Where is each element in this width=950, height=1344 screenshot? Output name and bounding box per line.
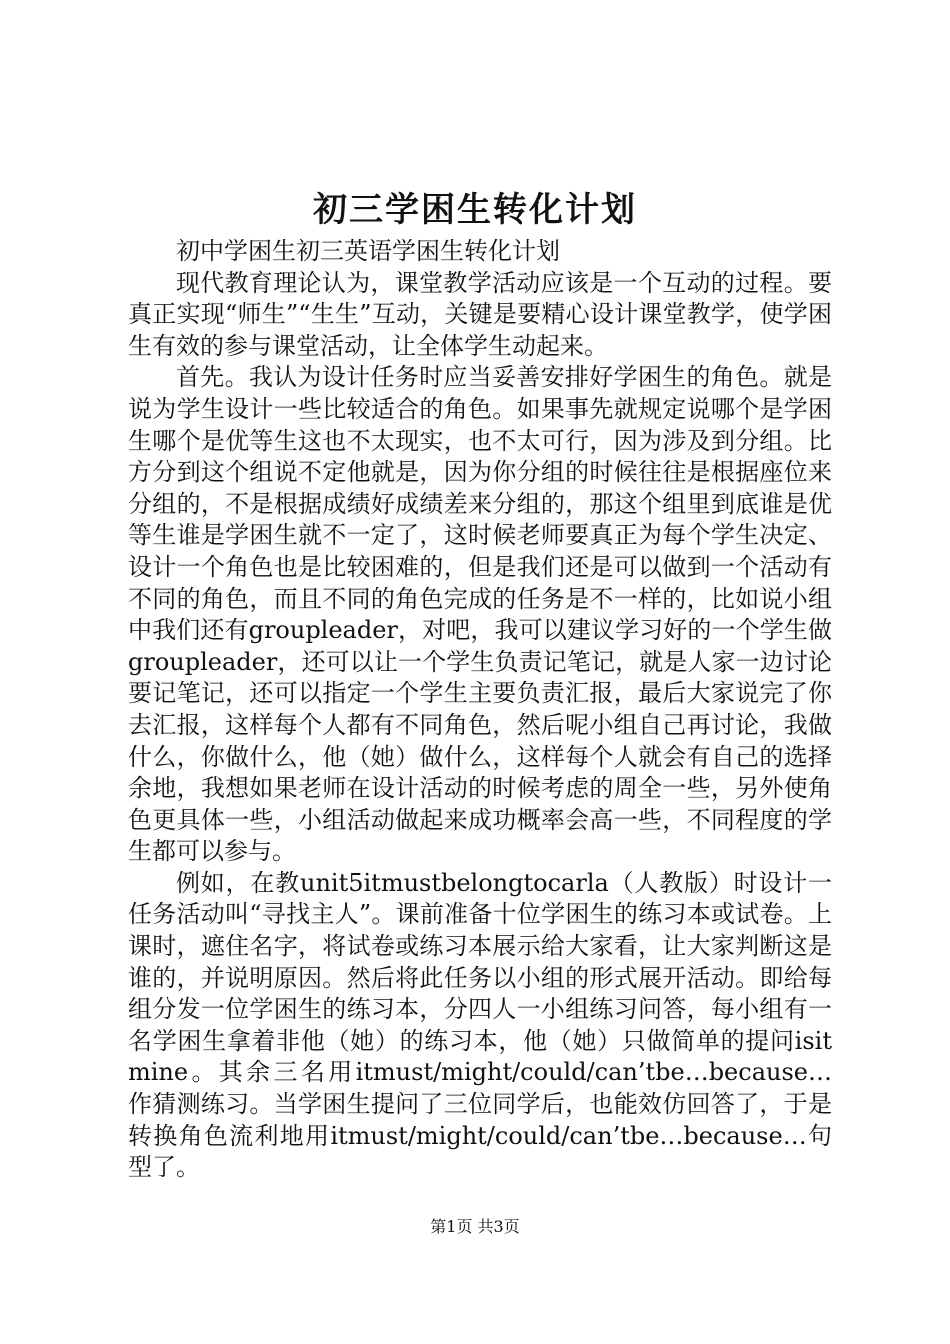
paragraph-subtitle: 初中学困生初三英语学困生转化计划 [176, 237, 560, 265]
paragraph-intro: 现代教育理论认为，课堂教学活动应该是一个互动的过程。要真正实现“师生”“生生”互动，关键是要精心设计课堂教学，使学困生有效的参与课堂活动，让全体学生动起来。 [128, 268, 832, 360]
page-footer: 第1页 共3页 [430, 1217, 520, 1236]
paragraph-first-point: 首先。我认为设计任务时应当妥善安排好学困生的角色。就是说为学生设计一些比较适合的角色。如果事先就规定说哪个是学困生哪个是优等生这也不太现实，也不太可行，因为涉及到分组。比方分到这个组说不定他就是，因为你分组的时候往往是根据座位来分组的，不是根据成绩好成绩差来分组的，那这个组里到底谁是优等生谁是学困生就不一定了，这时候老师要真正为每个学生决定、设计一个角色也是比较困难的，但是我们还是可以做到一个活动有不同的角色，而且不同的角色完成的任务是不一样的，比如说小组中我们还有groupleader，对吧，我可以建议学习好的一个学生做groupleader，还可以让一个学生负责记笔记，就是人家一边讨论要记笔记，还可以指定一个学生主要负责汇报，最后大家说完了你去汇报，这样每个人都有不同角色，然后呢小组自己再讨论，我做什么，你做什么，他（她）做什么，这样每个人就会有自己的选择余地，我想如果老师在设计活动的时候考虑的周全一些，另外使角色更具体一些，小组活动做起来成功概率会高一些，不同程度的学生都可以参与。 [128, 363, 832, 866]
document-body [128, 236, 832, 1184]
page-title: 初三学困生转化计划 [313, 190, 637, 230]
paragraph-example: 例如，在教unit5itmustbelongtocarla（人教版）时设计一任务活动叫“寻找主人”。课前准备十位学困生的练习本或试卷。上课时，遮住名字，将试卷或练习本展示给大家看，让大家判断这是谁的，并说明原因。然后将此任务以小组的形式展开活动。即给每组分发一位学困生的练习本，分四人一小组练习问答，每小组有一名学困生拿着非他（她）的练习本，他（她）只做简单的提问isitmine。其余三名用itmust/might/could/can’tbe…because…作猜测练习。当学困生提问了三位同学后，也能效仿回答了，于是转换角色流利地用itmust/might/could/can’tbe…because…句型了。 [128, 868, 832, 1182]
